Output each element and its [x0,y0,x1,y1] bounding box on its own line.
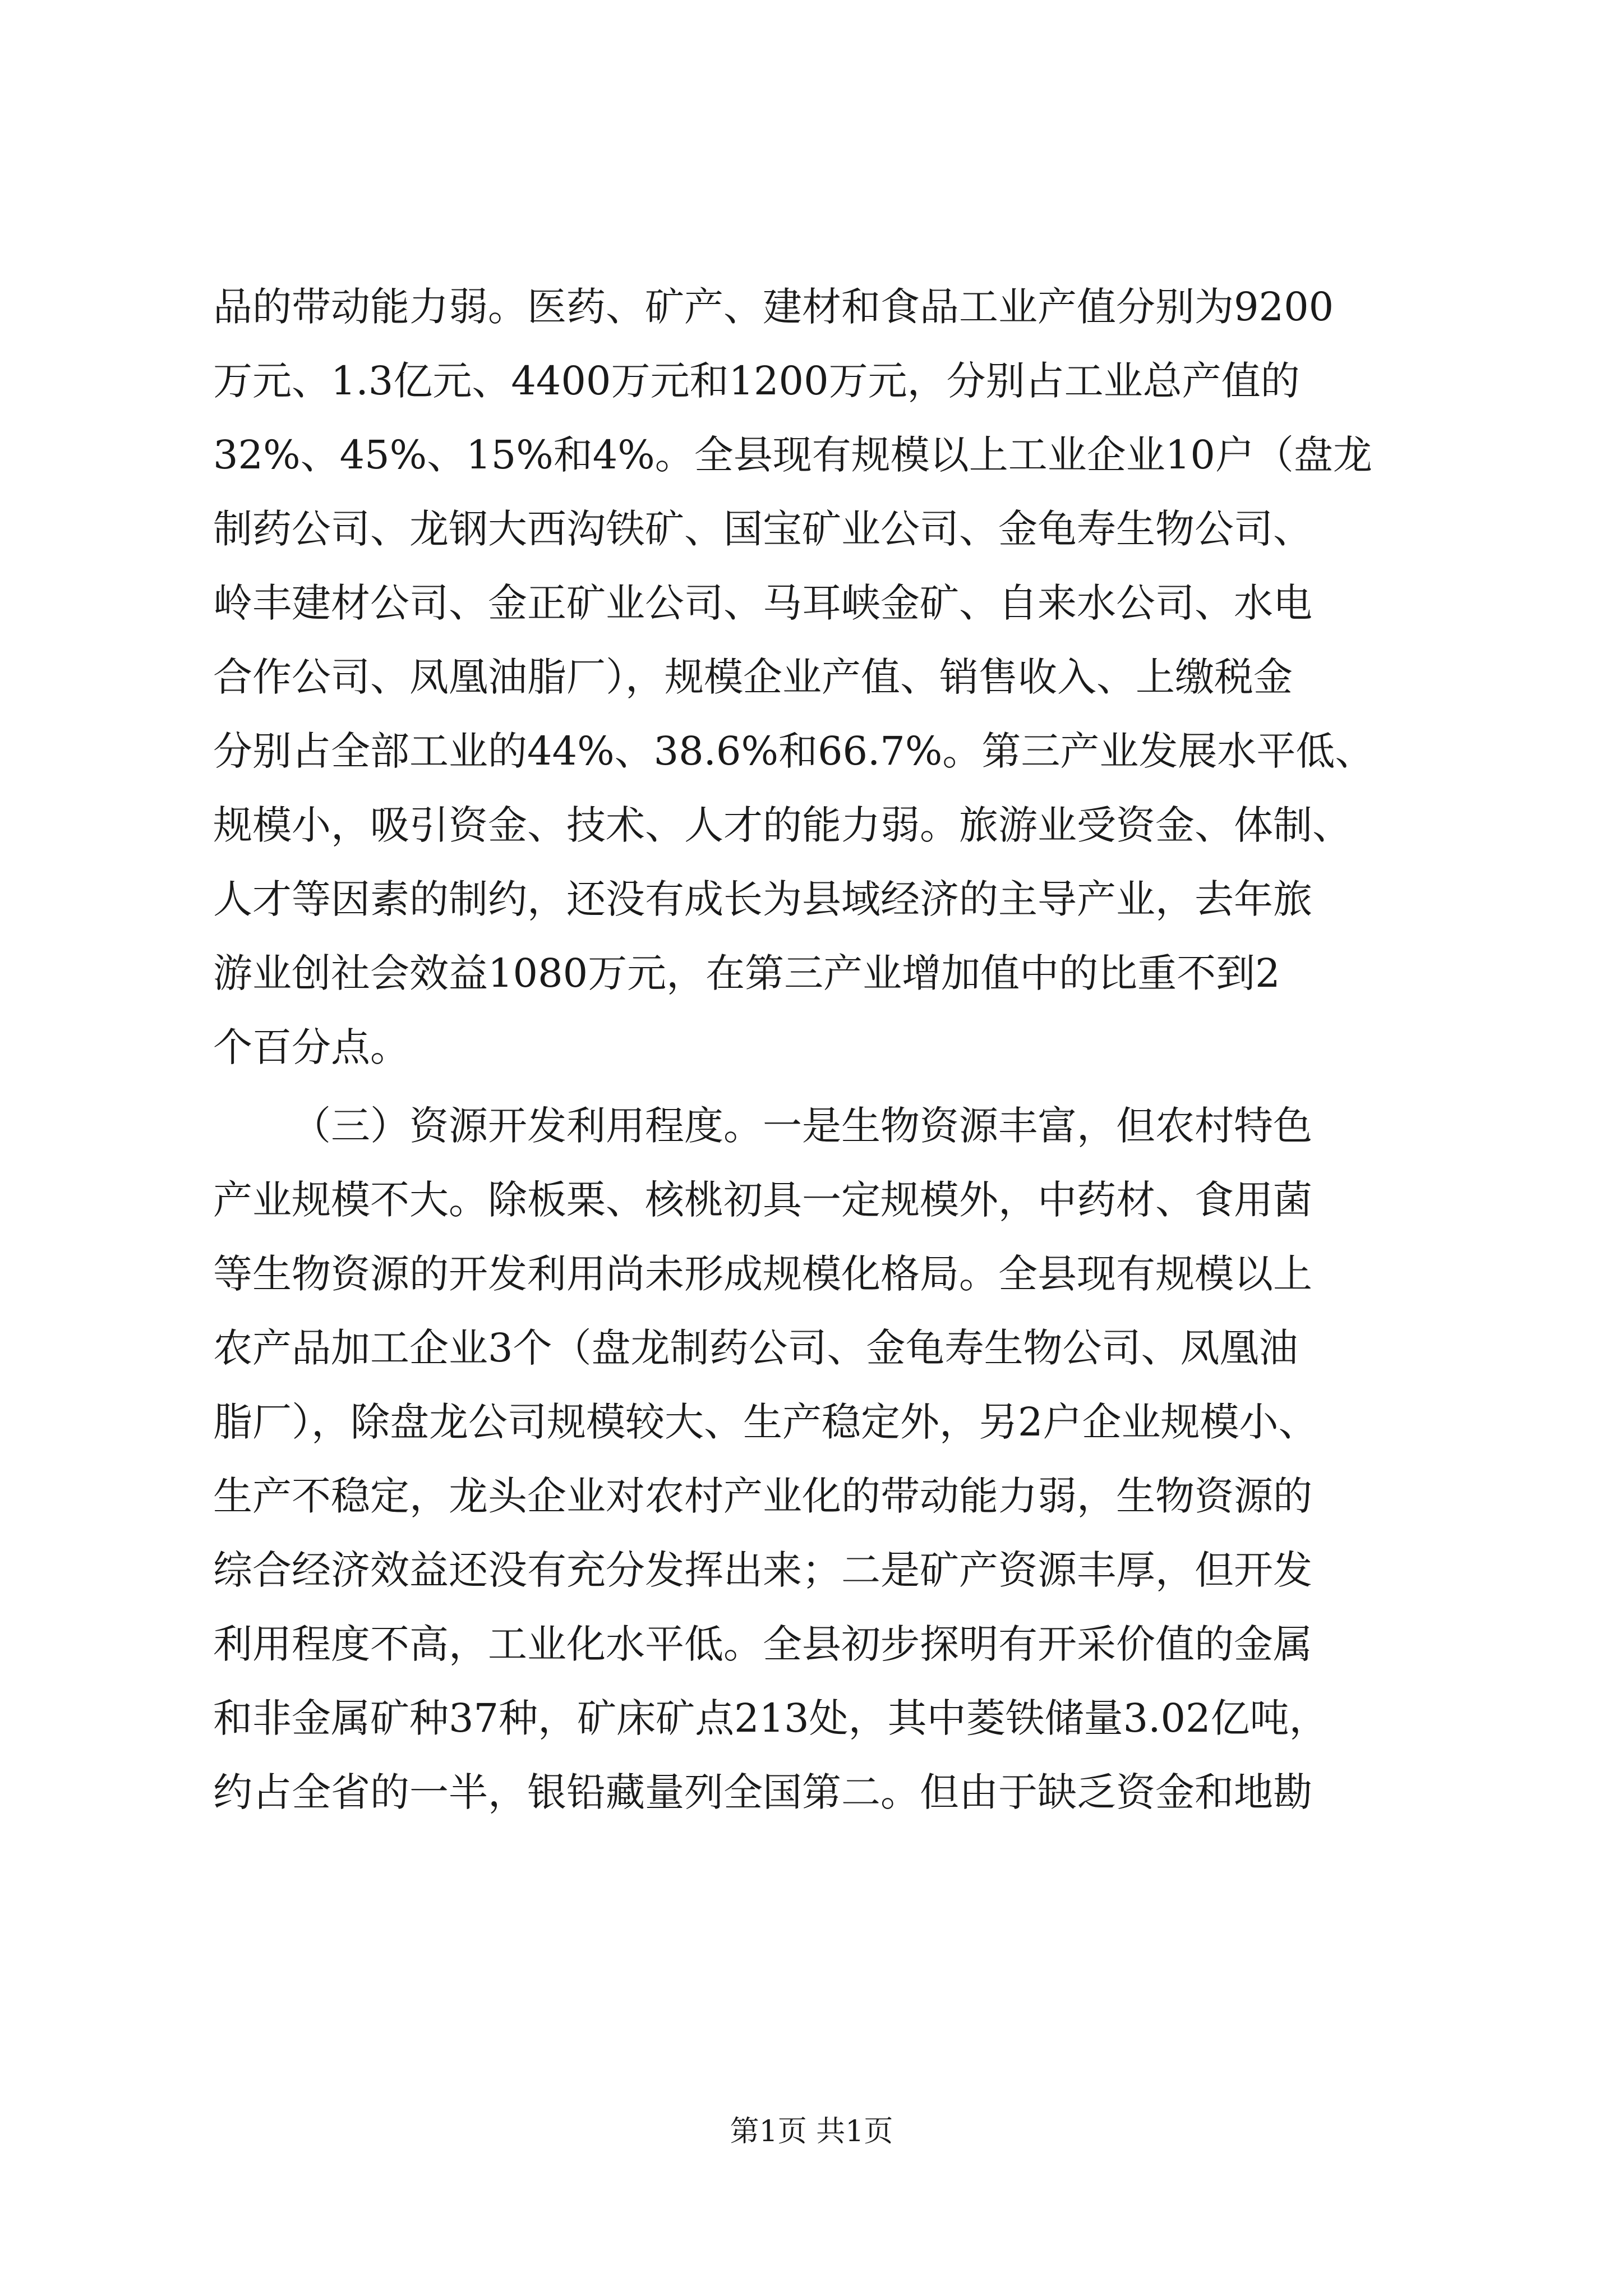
text-line-15: 农产品加工企业3个（盘龙制药公司、金龟寿生物公司、凤凰油 [213,1325,1298,1371]
text-line-19: 利用程度不高，工业化水平低。全县初步探明有开采价值的金属 [213,1621,1312,1667]
text-line-14: 等生物资源的开发利用尚未形成规模化格局。全县现有规模以上 [213,1251,1312,1297]
text-line-11: 个百分点。 [213,1024,409,1070]
text-line-2: 万元、1.3亿元、4400万元和1200万元，分别占工业总产值的 [213,358,1300,404]
text-line-6: 合作公司、凤凰油脂厂），规模企业产值、销售收入、上缴税金 [213,654,1293,700]
text-line-1: 品的带动能力弱。医药、矿产、建材和食品工业产值分别为9200 [213,284,1334,330]
paragraph-heading-line: （三）资源开发利用程度。一是生物资源丰富，但农村特色 [292,1103,1312,1149]
text-line-17: 生产不稳定，龙头企业对农村产业化的带动能力弱，生物资源的 [213,1473,1312,1519]
text-line-16: 脂厂），除盘龙公司规模较大、生产稳定外，另2户企业规模小、 [213,1399,1318,1445]
text-line-8: 规模小，吸引资金、技术、人才的能力弱。旅游业受资金、体制、 [213,802,1352,848]
text-line-10: 游业创社会效益1080万元，在第三产业增加值中的比重不到2 [213,950,1280,996]
text-line-5: 岭丰建材公司、金正矿业公司、马耳峡金矿、自来水公司、水电 [213,580,1312,626]
text-line-7: 分别占全部工业的44%、38.6%和66.7%。第三产业发展水平低、 [213,728,1375,774]
text-line-13: 产业规模不大。除板栗、核桃初具一定规模外，中药材、食用菌 [213,1177,1312,1223]
text-line-9: 人才等因素的制约，还没有成长为县域经济的主导产业，去年旅 [213,876,1312,922]
text-line-18: 综合经济效益还没有充分发挥出来；二是矿产资源丰厚，但开发 [213,1547,1312,1593]
text-line-4: 制药公司、龙钢大西沟铁矿、国宝矿业公司、金龟寿生物公司、 [213,506,1312,552]
page-number-footer: 第1页 共1页 [730,2115,893,2148]
text-line-3: 32%、45%、15%和4%。全县现有规模以上工业企业10户（盘龙 [213,432,1372,478]
text-line-20: 和非金属矿种37种，矿床矿点213处，其中菱铁储量3.02亿吨， [213,1695,1329,1741]
text-line-21: 约占全省的一半，银铅藏量列全国第二。但由于缺乏资金和地勘 [213,1769,1312,1815]
